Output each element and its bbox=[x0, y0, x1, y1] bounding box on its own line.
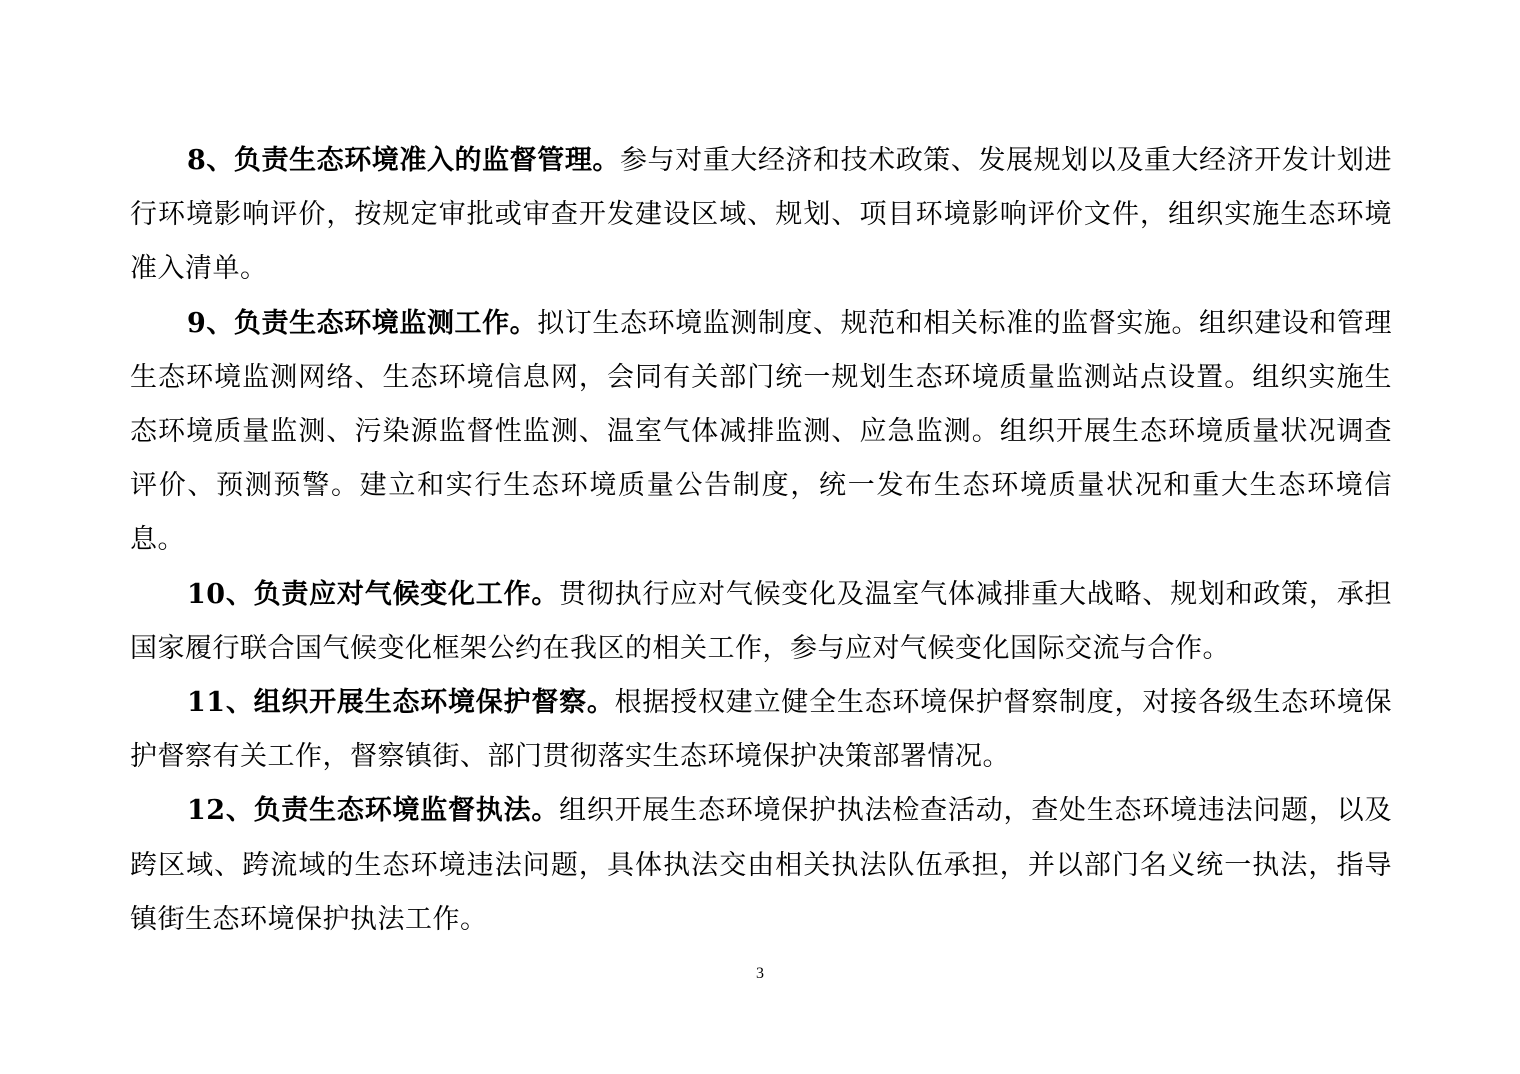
paragraph-item-9 bbox=[130, 297, 1392, 568]
document-body bbox=[130, 134, 1392, 947]
paragraph-text: 组织开展生态环境保护执法检查活动，查处生态环境违法问题，以及跨区域、跨流域的生态环境违法问题，具体执法交由相关执法队伍承担，并以部门名义统一执法，指导镇街生态环境保护执法工作。 bbox=[130, 795, 1392, 935]
paragraph-item-10 bbox=[130, 568, 1392, 676]
page-number: 3 bbox=[756, 965, 764, 982]
paragraph-heading: 11、组织开展生态环境保护督察。 bbox=[187, 687, 615, 719]
paragraph-text: 根据授权建立健全生态环境保护督察制度，对接各级生态环境保护督察有关工作，督察镇街、部门贯彻落实生态环境保护决策部署情况。 bbox=[130, 687, 1392, 773]
paragraph-heading: 10、负责应对气候变化工作。 bbox=[187, 578, 560, 610]
paragraph-heading: 12、负责生态环境监督执法。 bbox=[187, 795, 560, 827]
paragraph-text: 贯彻执行应对气候变化及温室气体减排重大战略、规划和政策，承担国家履行联合国气候变化框架公约在我区的相关工作，参与应对气候变化国际交流与合作。 bbox=[130, 578, 1392, 664]
paragraph-heading: 8、负责生态环境准入的监督管理。 bbox=[187, 145, 620, 176]
paragraph-text: 拟订生态环境监测制度、规范和相关标准的监督实施。组织建设和管理生态环境监测网络、生态环境信息网，会同有关部门统一规划生态环境质量监测站点设置。组织实施生态环境质量监测、污染源监督性监测、温室气体减排监测、应急监测。组织开展生态环境质量状况调查评价、预测预警。建立和实行生态环境质量公告制度，统一发布生态环境质量状况和重大生态环境信息。 bbox=[130, 307, 1392, 556]
paragraph-item-8 bbox=[130, 134, 1392, 297]
paragraph-text: 参与对重大经济和技术政策、发展规划以及重大经济开发计划进行环境影响评价，按规定审批或审查开发建设区域、规划、项目环境影响评价文件，组织实施生态环境准入清单。 bbox=[130, 145, 1392, 285]
paragraph-heading: 9、负责生态环境监测工作。 bbox=[187, 307, 538, 339]
paragraph-item-12 bbox=[130, 784, 1392, 947]
paragraph-item-11 bbox=[130, 676, 1392, 784]
